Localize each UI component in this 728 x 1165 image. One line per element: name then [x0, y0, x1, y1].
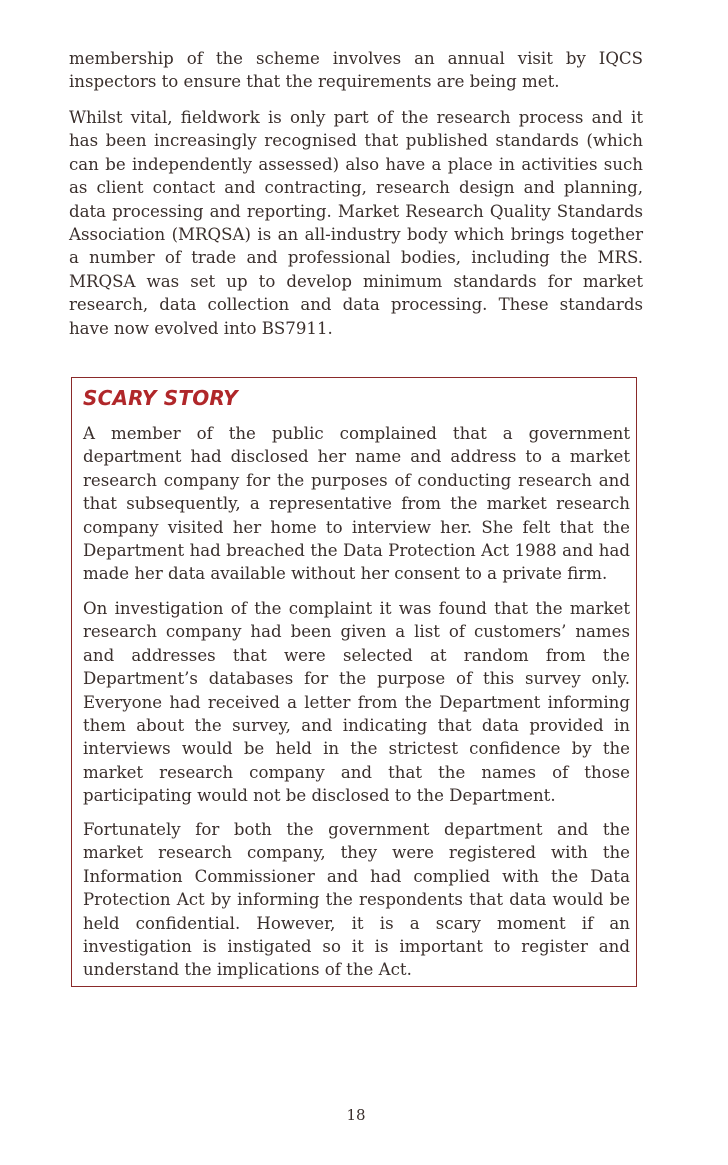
scary-story-title: SCARY STORY	[83, 386, 238, 410]
page-number: 18	[346, 1106, 366, 1124]
scary-story-paragraph: Fortunately for both the government department and the market research company, they were registered with the Information Commissioner and had complied with the Data Protection Act by informing the respondents that data would be held confidential. However, it is a scary moment if an investigation is instigated so it is important to register and understand the implications of the Act.	[83, 820, 630, 980]
body-paragraph: Whilst vital, fieldwork is only part of the research process and it has been increasingly recognised that published standards (which can be independently assessed) also have a place in activities such as client contact and contracting, research design and planning, data processing and reporting. Market Research Quality Standards Association (MRQSA) is an all-industry body which brings together a number of trade and professional bodies, including the MRS. MRQSA was set up to develop minimum standards for market research, data collection and data processing. These standards have now evolved into BS7911.	[69, 108, 643, 338]
scary-story-paragraph: A member of the public complained that a government department had disclosed her name and address to a market research company for the purposes of conducting research and that subsequently, a representative from the market research company visited her home to interview her. She felt that the Department had breached the Data Protection Act 1988 and had made her data available without her consent to a private firm.	[83, 424, 630, 584]
body-paragraph: membership of the scheme involves an annual visit by IQCS inspectors to ensure that the requirements are being met.	[69, 49, 643, 92]
scary-story-paragraph: On investigation of the complaint it was found that the market research company had been given a list of customers’ names and addresses that were selected at random from the Department’s databases for the purpose of this survey only. Everyone had received a letter from the Department informing them about the survey, and indicating that data provided in interviews would be held in the strictest confidence by the market research company and that the names of those participating would not be disclosed to the Department.	[83, 599, 630, 806]
scary-story-box	[71, 377, 637, 987]
